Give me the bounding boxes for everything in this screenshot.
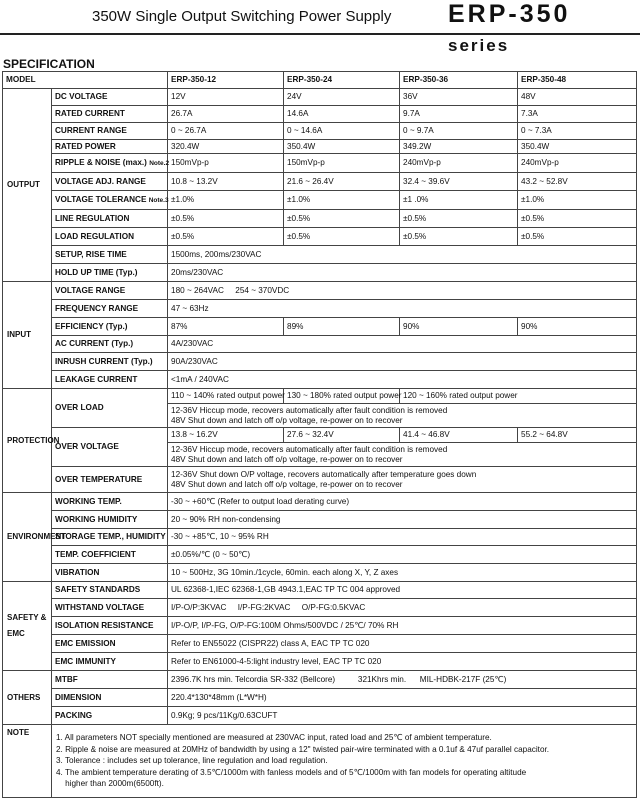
- spec-value: ±0.5%: [518, 228, 637, 246]
- spec-value: 9.7A: [400, 106, 518, 123]
- spec-row: [3, 106, 637, 123]
- spec-row: [3, 191, 637, 210]
- spec-value: 2396.7K hrs min. Telcordia SR-332 (Bellcore) 321Khrs min. MIL-HDBK-217F (25℃): [168, 671, 637, 689]
- spec-value: 150mVp-p: [284, 154, 400, 173]
- spec-value: 240mVp-p: [400, 154, 518, 173]
- spec-row: [3, 546, 637, 564]
- spec-value: 220.4*130*48mm (L*W*H): [168, 689, 637, 707]
- model-name: ERP-350-12: [168, 72, 284, 89]
- spec-row: [3, 689, 637, 707]
- model-name: ERP-350-24: [284, 72, 400, 89]
- spec-row: [3, 389, 637, 404]
- spec-row: [3, 371, 637, 389]
- model-name: ERP-350-36: [400, 72, 518, 89]
- spec-value: 48V: [518, 89, 637, 106]
- spec-value: 24V: [284, 89, 400, 106]
- spec-label: EMC EMISSION: [52, 635, 168, 653]
- spec-value: 13.8 ~ 16.2V: [168, 428, 284, 443]
- note-line: higher than 2000m(6500ft).: [56, 779, 164, 789]
- spec-label: DIMENSION: [52, 689, 168, 707]
- spec-value: 90A/230VAC: [168, 353, 637, 371]
- description-line: 12-36V Hiccup mode, recovers automatically after fault condition is removed: [171, 445, 448, 455]
- spec-value: 47 ~ 63Hz: [168, 300, 637, 318]
- spec-value: 4A/230VAC: [168, 336, 637, 353]
- spec-label: CURRENT RANGE: [52, 123, 168, 140]
- spec-value: 43.2 ~ 52.8V: [518, 173, 637, 191]
- spec-value: -30 ~ +85℃, 10 ~ 95% RH: [168, 529, 637, 546]
- spec-value: 0 ~ 9.7A: [400, 123, 518, 140]
- spec-row: [3, 300, 637, 318]
- spec-row: [3, 529, 637, 546]
- spec-value: 14.6A: [284, 106, 400, 123]
- spec-value: 320.4W: [168, 140, 284, 154]
- spec-value: 7.3A: [518, 106, 637, 123]
- model-label: MODEL: [3, 72, 168, 89]
- spec-value: ±0.5%: [284, 210, 400, 228]
- spec-value: I/P-O/P:3KVAC I/P-FG:2KVAC O/P-FG:0.5KVAC: [168, 599, 637, 617]
- spec-value: <1mA / 240VAC: [168, 371, 637, 389]
- spec-label: VOLTAGE RANGE: [52, 282, 168, 300]
- note-line: 4. The ambient temperature derating of 3.5℃/1000m with fanless models and of 5℃/1000m with fan models for operating altitude: [56, 767, 527, 777]
- spec-value: 110 ~ 140% rated output power: [168, 389, 284, 404]
- spec-label: LOAD REGULATION: [52, 228, 168, 246]
- spec-value: 349.2W: [400, 140, 518, 154]
- spec-row: [3, 89, 637, 106]
- spec-row: [3, 599, 637, 617]
- spec-label: EFFICIENCY (Typ.): [52, 318, 168, 336]
- spec-value: 20 ~ 90% RH non-condensing: [168, 511, 637, 529]
- spec-value: ±0.05%/℃ (0 ~ 50℃): [168, 546, 637, 564]
- spec-value: Refer to EN55022 (CISPR22) class A, EAC TP TC 020: [168, 635, 637, 653]
- spec-label: FREQUENCY RANGE: [52, 300, 168, 318]
- spec-value: 240mVp-p: [518, 154, 637, 173]
- spec-row: [3, 246, 637, 264]
- spec-value: 0 ~ 26.7A: [168, 123, 284, 140]
- spec-value: -30 ~ +60℃ (Refer to output load derating curve): [168, 493, 637, 511]
- spec-value: 20ms/230VAC: [168, 264, 637, 282]
- spec-row: [3, 493, 637, 511]
- note-line: 3. Tolerance : includes set up tolerance, line regulation and load regulation.: [56, 756, 328, 766]
- spec-label: ISOLATION RESISTANCE: [52, 617, 168, 635]
- category-others: OTHERS: [3, 671, 52, 725]
- spec-row: [3, 282, 637, 300]
- note-ref: Note.3: [148, 196, 169, 204]
- spec-label: VIBRATION: [52, 564, 168, 582]
- spec-value: ±1.0%: [284, 191, 400, 210]
- spec-row: [3, 228, 637, 246]
- spec-label: LEAKAGE CURRENT: [52, 371, 168, 389]
- spec-row: [3, 353, 637, 371]
- spec-label: RATED CURRENT: [52, 106, 168, 123]
- spec-row: [3, 617, 637, 635]
- spec-row: [3, 635, 637, 653]
- header-subtitle: 350W Single Output Switching Power Supply: [92, 8, 392, 25]
- description-line: 12-36V Shut down O/P voltage, recovers automatically after temperature goes down: [171, 470, 477, 480]
- spec-table: [2, 71, 637, 798]
- spec-label: [52, 154, 168, 173]
- spec-row: [3, 707, 637, 725]
- spec-value: 10 ~ 500Hz, 3G 10min./1cycle, 60min. each along X, Y, Z axes: [168, 564, 637, 582]
- spec-label: OVER VOLTAGE: [52, 428, 168, 467]
- spec-label: PACKING: [52, 707, 168, 725]
- description-line: 48V Shut down and latch off o/p voltage, re-power on to recover: [171, 479, 403, 489]
- spec-value: 120 ~ 160% rated output power: [400, 389, 637, 404]
- spec-value: 350.4W: [284, 140, 400, 154]
- spec-row: [3, 336, 637, 353]
- category-environment: ENVIRONMENT: [3, 493, 52, 582]
- note-text: [52, 725, 637, 798]
- spec-value: 89%: [284, 318, 400, 336]
- spec-value: 150mVp-p: [168, 154, 284, 173]
- series-name: ERP-350: [448, 0, 571, 28]
- spec-value: 32.4 ~ 39.6V: [400, 173, 518, 191]
- spec-value: Refer to EN61000-4-5:light industry level, EAC TP TC 020: [168, 653, 637, 671]
- spec-label: SAFETY STANDARDS: [52, 582, 168, 599]
- page-header: [0, 0, 640, 55]
- spec-value: ±0.5%: [168, 210, 284, 228]
- spec-row: [3, 173, 637, 191]
- spec-value: 87%: [168, 318, 284, 336]
- category-note: NOTE: [3, 725, 52, 798]
- spec-description: [168, 467, 637, 493]
- spec-label: VOLTAGE ADJ. RANGE: [52, 173, 168, 191]
- description-line: 48V Shut down and latch off o/p voltage, re-power on to recover: [171, 454, 403, 464]
- spec-value: I/P-O/P, I/P-FG, O/P-FG:100M Ohms/500VDC / 25℃/ 70% RH: [168, 617, 637, 635]
- category-line: SAFETY &: [7, 613, 47, 622]
- spec-row: [3, 653, 637, 671]
- spec-label: MTBF: [52, 671, 168, 689]
- spec-label: HOLD UP TIME (Typ.): [52, 264, 168, 282]
- spec-value: ±0.5%: [284, 228, 400, 246]
- note-line: 1. All parameters NOT specially mentioned are measured at 230VAC input, rated load and 25℃ of ambient temperature.: [56, 733, 492, 743]
- spec-row: [3, 123, 637, 140]
- note-line: 2. Ripple & noise are measured at 20MHz of bandwidth by using a 12" twisted pair-wire terminated with a 0.1uf & 47uf parallel capacitor.: [56, 744, 550, 754]
- spec-value: UL 62368-1,IEC 62368-1,GB 4943.1,EAC TP TC 004 approved: [168, 582, 637, 599]
- spec-value: 180 ~ 264VAC 254 ~ 370VDC: [168, 282, 637, 300]
- spec-label: AC CURRENT (Typ.): [52, 336, 168, 353]
- spec-label: TEMP. COEFFICIENT: [52, 546, 168, 564]
- spec-value: 27.6 ~ 32.4V: [284, 428, 400, 443]
- spec-value: 12V: [168, 89, 284, 106]
- spec-row: [3, 511, 637, 529]
- spec-row: [3, 671, 637, 689]
- note-ref: Note.2: [149, 159, 170, 167]
- spec-label: WITHSTAND VOLTAGE: [52, 599, 168, 617]
- spec-label: DC VOLTAGE: [52, 89, 168, 106]
- spec-row: [3, 318, 637, 336]
- spec-value: ±0.5%: [168, 228, 284, 246]
- spec-row: [3, 264, 637, 282]
- description-line: 48V Shut down and latch off o/p voltage, re-power on to recover: [171, 415, 403, 425]
- description-line: 12-36V Hiccup mode, recovers automatically after fault condition is removed: [171, 406, 448, 416]
- spec-row: [3, 140, 637, 154]
- spec-label: [52, 191, 168, 210]
- specification-title: SPECIFICATION: [3, 57, 95, 71]
- spec-label: LINE REGULATION: [52, 210, 168, 228]
- spec-label: EMC IMMUNITY: [52, 653, 168, 671]
- spec-value: ±1 .0%: [400, 191, 518, 210]
- spec-value: 90%: [400, 318, 518, 336]
- spec-label: OVER LOAD: [52, 389, 168, 428]
- spec-value: 90%: [518, 318, 637, 336]
- spec-value: 0.9Kg; 9 pcs/11Kg/0.63CUFT: [168, 707, 637, 725]
- spec-value: ±0.5%: [518, 210, 637, 228]
- spec-value: ±0.5%: [400, 228, 518, 246]
- spec-value: 26.7A: [168, 106, 284, 123]
- spec-row: [3, 467, 637, 493]
- spec-value: 21.6 ~ 26.4V: [284, 173, 400, 191]
- series-title: [448, 0, 640, 58]
- spec-label: SETUP, RISE TIME: [52, 246, 168, 264]
- spec-label: OVER TEMPERATURE: [52, 467, 168, 493]
- note-row: [3, 725, 637, 798]
- model-row: [3, 72, 637, 89]
- spec-label: WORKING TEMP.: [52, 493, 168, 511]
- spec-row: [3, 582, 637, 599]
- spec-value: ±1.0%: [168, 191, 284, 210]
- spec-value: ±0.5%: [400, 210, 518, 228]
- spec-value: ±1.0%: [518, 191, 637, 210]
- category-line: EMC: [7, 629, 25, 638]
- spec-label: WORKING HUMIDITY: [52, 511, 168, 529]
- spec-label-text: RIPPLE & NOISE (max.): [55, 157, 147, 167]
- spec-row: [3, 564, 637, 582]
- category-safety-emc: [3, 582, 52, 671]
- spec-label: INRUSH CURRENT (Typ.): [52, 353, 168, 371]
- spec-label-text: VOLTAGE TOLERANCE: [55, 194, 147, 204]
- spec-value: 130 ~ 180% rated output power: [284, 389, 400, 404]
- spec-row: [3, 210, 637, 228]
- spec-description: [168, 443, 637, 467]
- spec-description: [168, 404, 637, 428]
- spec-value: 41.4 ~ 46.8V: [400, 428, 518, 443]
- category-protection: PROTECTION: [3, 389, 52, 493]
- series-suffix: series: [448, 36, 510, 55]
- spec-value: 1500ms, 200ms/230VAC: [168, 246, 637, 264]
- category-input: INPUT: [3, 282, 52, 389]
- spec-value: 350.4W: [518, 140, 637, 154]
- model-name: ERP-350-48: [518, 72, 637, 89]
- spec-label: RATED POWER: [52, 140, 168, 154]
- spec-value: 55.2 ~ 64.8V: [518, 428, 637, 443]
- spec-value: 36V: [400, 89, 518, 106]
- spec-row: [3, 428, 637, 443]
- spec-value: 10.8 ~ 13.2V: [168, 173, 284, 191]
- category-output: OUTPUT: [3, 89, 52, 282]
- header-divider: [0, 33, 640, 35]
- spec-value: 0 ~ 14.6A: [284, 123, 400, 140]
- spec-row: [3, 154, 637, 173]
- spec-label: STORAGE TEMP., HUMIDITY: [52, 529, 168, 546]
- spec-value: 0 ~ 7.3A: [518, 123, 637, 140]
